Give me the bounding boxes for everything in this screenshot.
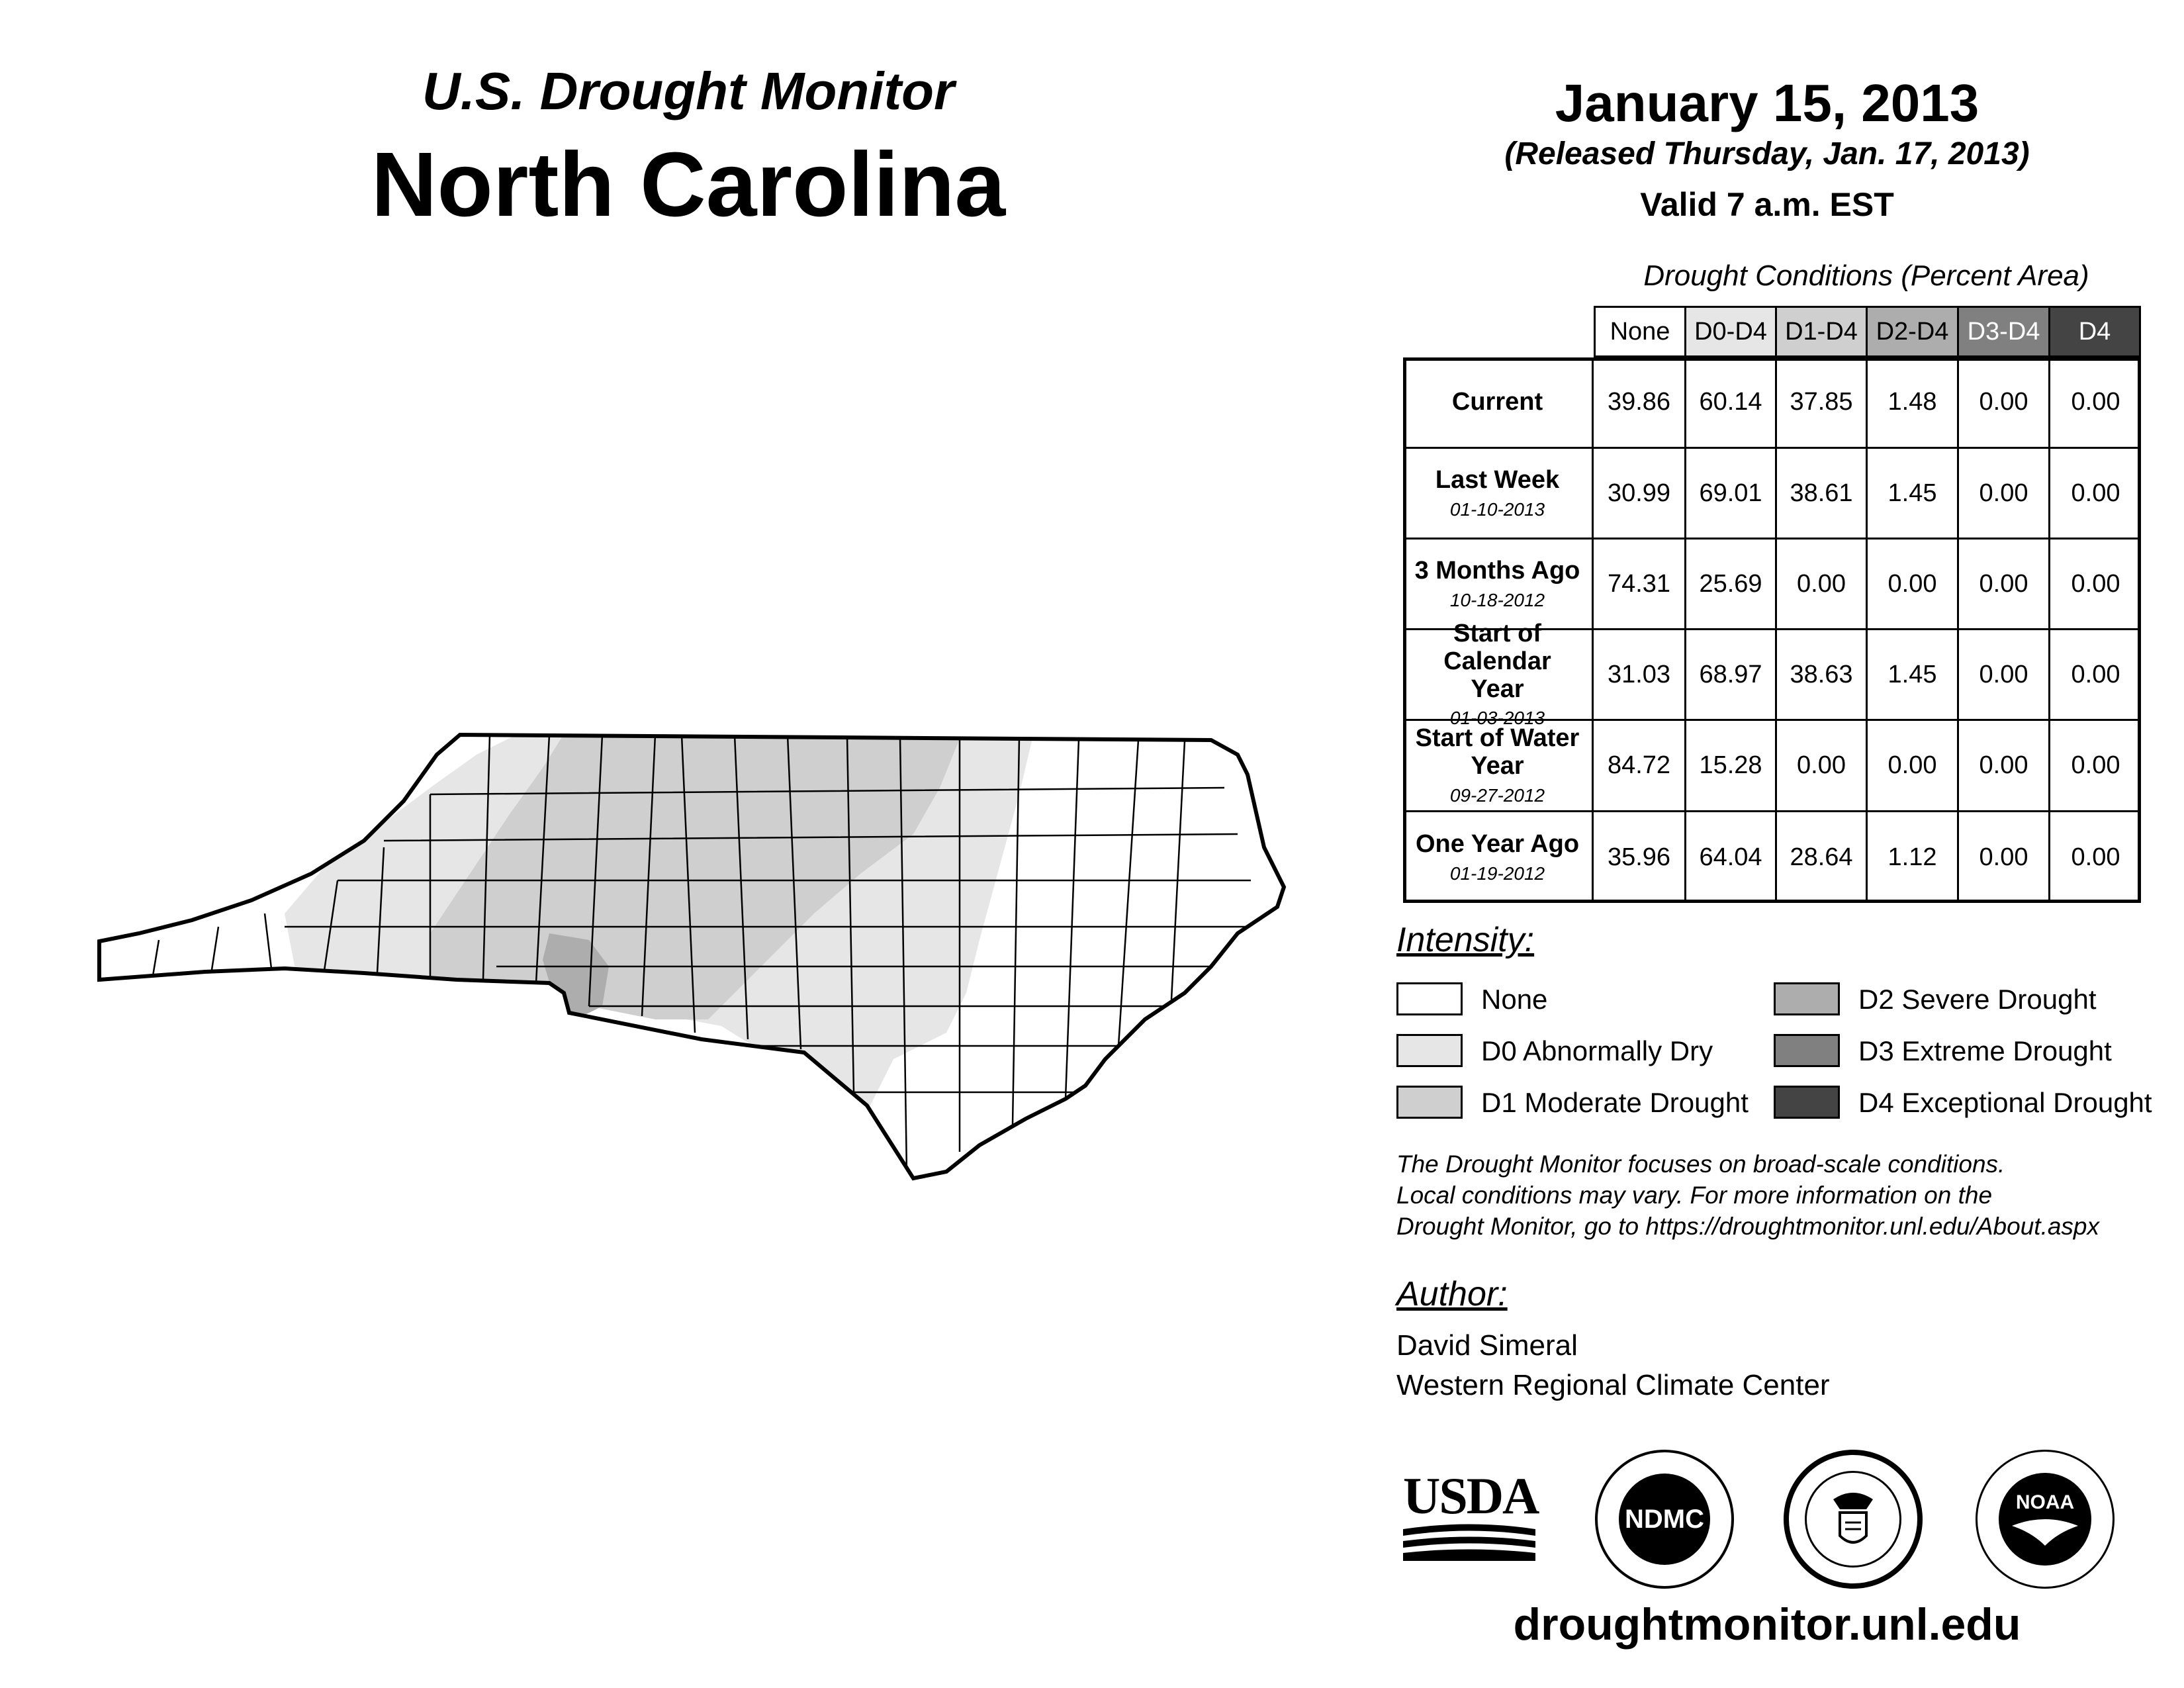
disclaimer-note [1396, 1149, 2177, 1242]
row-label [1403, 812, 1594, 903]
table-cell: 15.28 [1686, 721, 1777, 812]
table-cell: 68.97 [1686, 630, 1777, 721]
author-title: Author: [1396, 1275, 1508, 1313]
table-cell: 84.72 [1594, 721, 1686, 812]
row-label [1403, 539, 1594, 630]
row-label-text: One Year Ago [1415, 830, 1580, 859]
column-header: D3-D4 [1959, 306, 2050, 357]
row-label [1403, 721, 1594, 812]
table-cell: 39.86 [1594, 357, 1686, 449]
usda-logo-text: USDA [1403, 1467, 1539, 1524]
legend-label: D4 Exceptional Drought [1858, 1087, 2152, 1118]
column-header: None [1594, 306, 1686, 357]
table-cell: 35.96 [1594, 812, 1686, 903]
table-cell: 0.00 [1959, 630, 2050, 721]
table-cell: 0.00 [2050, 539, 2141, 630]
row-label-text: Start of Calendar Year [1443, 619, 1551, 703]
legend-label: D1 Moderate Drought [1481, 1087, 1749, 1118]
map-title: North Carolina [371, 134, 1006, 236]
table-cell: 1.45 [1868, 449, 1959, 539]
table-cell: 1.45 [1868, 630, 1959, 721]
legend-swatch [1774, 1086, 1840, 1119]
usda-logo [1403, 1467, 1539, 1569]
ndmc-logo [1595, 1450, 1734, 1589]
row-label [1403, 357, 1594, 449]
note-line-3: Drought Monitor, go to https://droughtmonitor.unl.edu/About.aspx [1396, 1213, 2099, 1240]
table-cell: 0.00 [1959, 357, 2050, 449]
row-label-text: Current [1451, 387, 1543, 416]
ndmc-logo-center [1619, 1474, 1710, 1565]
table-cell: 0.00 [1959, 539, 2050, 630]
table-cell: 60.14 [1686, 357, 1777, 449]
map-date: January 15, 2013 [1555, 73, 1979, 132]
valid-time: Valid 7 a.m. EST [1640, 186, 1894, 223]
legend-swatch [1774, 1034, 1840, 1067]
table-caption: Drought Conditions (Percent Area) [1643, 259, 2089, 292]
noaa-logo-center [1999, 1473, 2091, 1566]
column-header: D1-D4 [1777, 306, 1868, 357]
table-cell: 0.00 [1959, 812, 2050, 903]
legend-label: D3 Extreme Drought [1858, 1035, 2112, 1066]
legend-label: None [1481, 984, 1548, 1015]
column-header: D4 [2050, 306, 2141, 357]
table-cell: 38.63 [1777, 630, 1868, 721]
row-date: 01-19-2012 [1449, 863, 1545, 884]
author-org: Western Regional Climate Center [1396, 1369, 1830, 1401]
row-label-text: Start of Water Year [1415, 724, 1580, 780]
author-name: David Simeral [1396, 1329, 1578, 1362]
commerce-seal-logo [1784, 1450, 1923, 1589]
table-cell: 38.61 [1777, 449, 1868, 539]
eagle-shield-icon [1807, 1473, 1899, 1566]
column-header: D2-D4 [1868, 306, 1959, 357]
legend-swatch [1396, 1034, 1463, 1067]
table-cell: 0.00 [2050, 357, 2141, 449]
table-cell: 0.00 [2050, 449, 2141, 539]
row-date: 09-27-2012 [1449, 784, 1545, 806]
table-cell: 31.03 [1594, 630, 1686, 721]
row-label-text: 3 Months Ago [1414, 556, 1580, 585]
table-cell: 0.00 [1777, 539, 1868, 630]
legend-swatch [1774, 982, 1840, 1015]
table-cell: 0.00 [1959, 449, 2050, 539]
release-date: (Released Thursday, Jan. 17, 2013) [1504, 136, 2030, 171]
ndmc-logo-text: NDMC [1625, 1504, 1704, 1534]
table-cell: 0.00 [1959, 721, 2050, 812]
table-cell: 37.85 [1777, 357, 1868, 449]
legend-label: D0 Abnormally Dry [1481, 1035, 1713, 1066]
noaa-logo [1976, 1450, 2115, 1589]
table-cell: 0.00 [2050, 630, 2141, 721]
map-subtitle: U.S. Drought Monitor [422, 62, 955, 120]
noaa-logo-text: NOAA [2015, 1491, 2075, 1513]
table-cell: 0.00 [1777, 721, 1868, 812]
row-label-text: Last Week [1435, 465, 1560, 494]
table-cell: 0.00 [1868, 539, 1959, 630]
table-cell: 0.00 [1868, 721, 1959, 812]
row-date: 10-18-2012 [1449, 589, 1545, 610]
nc-state-shape [99, 735, 1284, 1178]
table-cell: 1.12 [1868, 812, 1959, 903]
commerce-seal-inner [1805, 1471, 1901, 1568]
row-date: 01-10-2013 [1449, 498, 1545, 520]
table-cell: 0.00 [2050, 721, 2141, 812]
legend-swatch [1396, 982, 1463, 1015]
table-cell: 1.48 [1868, 357, 1959, 449]
footer-url[interactable]: droughtmonitor.unl.edu [1513, 1599, 2021, 1650]
table-cell: 28.64 [1777, 812, 1868, 903]
north-carolina-drought-map [86, 715, 1310, 1205]
note-line-2: Local conditions may vary. For more information on the [1396, 1182, 1993, 1209]
legend-swatch [1396, 1086, 1463, 1119]
note-line-1: The Drought Monitor focuses on broad-scale conditions. [1396, 1150, 2005, 1178]
row-date: 01-03-2013 [1449, 708, 1545, 729]
table-cell: 69.01 [1686, 449, 1777, 539]
table-cell: 64.04 [1686, 812, 1777, 903]
legend-label: D2 Severe Drought [1858, 984, 2097, 1015]
column-header: D0-D4 [1686, 306, 1777, 357]
table-cell: 74.31 [1594, 539, 1686, 630]
table-cell: 0.00 [2071, 843, 2120, 871]
table-cell: 25.69 [1686, 539, 1777, 630]
usda-hills-icon [1403, 1523, 1535, 1562]
row-label [1403, 619, 1594, 729]
table-cell: 30.99 [1594, 449, 1686, 539]
legend-title: Intensity: [1396, 921, 1535, 959]
row-label [1403, 449, 1594, 539]
noaa-bird-icon [1999, 1473, 2091, 1566]
